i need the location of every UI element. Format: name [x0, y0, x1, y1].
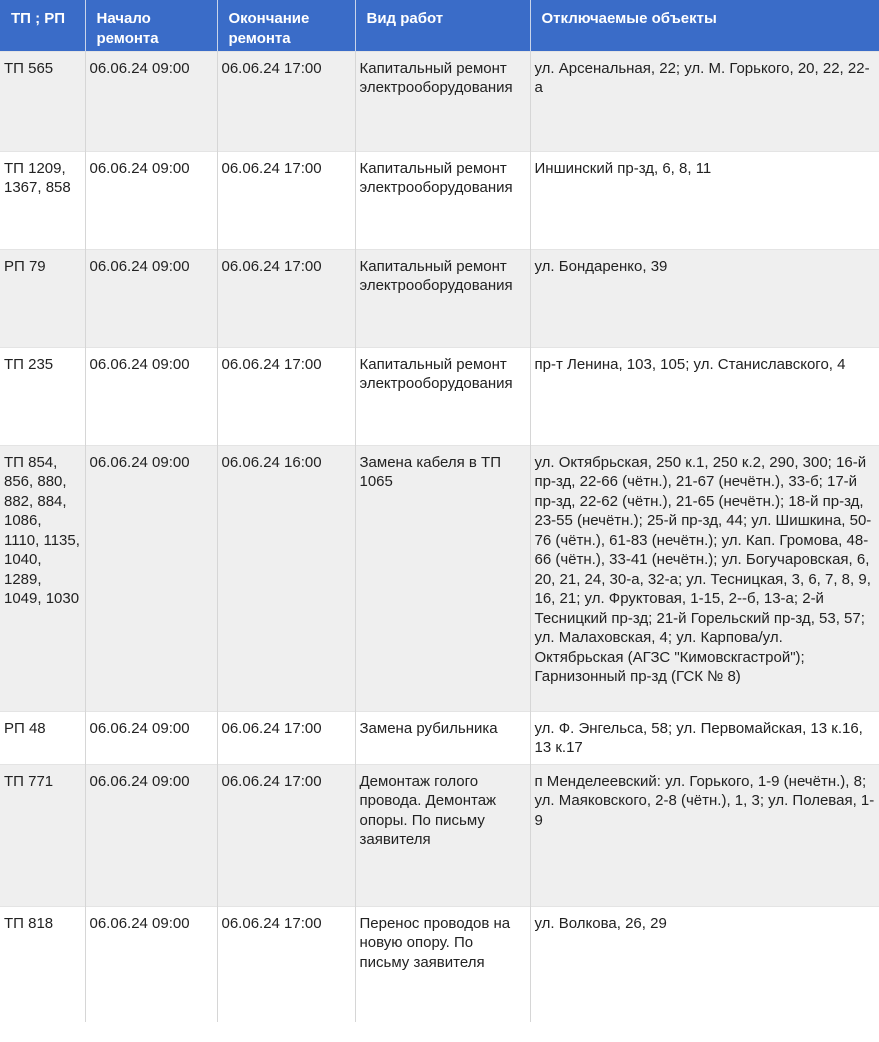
cell-work: Замена рубильника	[355, 711, 530, 764]
cell-work: Капитальный ремонт электрооборудования	[355, 249, 530, 347]
table-row	[0, 51, 879, 151]
table-row	[0, 249, 879, 347]
cell-start: 06.06.24 09:00	[85, 711, 217, 764]
table-row	[0, 445, 879, 711]
cell-tp: ТП 854, 856, 880, 882, 884, 1086, 1110, 1135, 1040, 1289, 1049, 1030	[0, 445, 85, 711]
cell-work: Капитальный ремонт электрооборудования	[355, 151, 530, 249]
cell-start: 06.06.24 09:00	[85, 764, 217, 906]
cell-end: 06.06.24 17:00	[217, 764, 355, 906]
table-header	[0, 0, 879, 51]
table-row	[0, 151, 879, 249]
table-row	[0, 764, 879, 906]
cell-tp: РП 48	[0, 711, 85, 764]
cell-objects: п Менделеевский: ул. Горького, 1-9 (нечётн.), 8; ул. Маяковского, 2-8 (чётн.), 1, 3; ул. Полевая, 1-9	[530, 764, 879, 906]
cell-end: 06.06.24 17:00	[217, 906, 355, 1022]
cell-objects: ул. Октябрьская, 250 к.1, 250 к.2, 290, 300; 16-й пр-зд, 22-66 (чётн.), 21-67 (нечётн.), 33-б; 17-й пр-зд, 22-62 (чётн.), 21-65 (нечётн.); 18-й пр-зд, 23-55 (нечётн.); 25-й пр-зд, 44; ул. Шишкина, 50-76 (чётн.), 61-83 (нечётн.); ул. Кап. Громова, 48-66 (чётн.), 33-41 (нечётн.); ул. Богучаровская, 6, 20, 21, 24, 30-а, 32-а; ул. Тесницкая, 3, 6, 7, 8, 9, 16, 21; ул. Фруктовая, 1-15, 2--б, 13-а; 2-й Тесницкий пр-зд; 21-й Горельский пр-зд, 53, 57; ул. Малаховская, 4; ул. Карпова/ул. Октябрьская (АГЗС "Кимовскгастрой"); Гарнизонный пр-зд (ГСК № 8)	[530, 445, 879, 711]
cell-tp: ТП 771	[0, 764, 85, 906]
cell-end: 06.06.24 17:00	[217, 151, 355, 249]
cell-work: Демонтаж голого провода. Демонтаж опоры. По письму заявителя	[355, 764, 530, 906]
cell-start: 06.06.24 09:00	[85, 249, 217, 347]
cell-objects: ул. Ф. Энгельса, 58; ул. Первомайская, 13 к.16, 13 к.17	[530, 711, 879, 764]
cell-work: Перенос проводов на новую опору. По письму заявителя	[355, 906, 530, 1022]
cell-start: 06.06.24 09:00	[85, 347, 217, 445]
header-tp: ТП ; РП	[0, 0, 85, 51]
cell-objects: ул. Бондаренко, 39	[530, 249, 879, 347]
cell-end: 06.06.24 16:00	[217, 445, 355, 711]
cell-end: 06.06.24 17:00	[217, 347, 355, 445]
cell-start: 06.06.24 09:00	[85, 151, 217, 249]
cell-start: 06.06.24 09:00	[85, 51, 217, 151]
cell-tp: ТП 818	[0, 906, 85, 1022]
header-objects: Отключаемые объекты	[530, 0, 879, 51]
cell-work: Капитальный ремонт электрооборудования	[355, 51, 530, 151]
cell-objects: Иншинский пр-зд, 6, 8, 11	[530, 151, 879, 249]
cell-tp: РП 79	[0, 249, 85, 347]
cell-end: 06.06.24 17:00	[217, 249, 355, 347]
cell-tp: ТП 565	[0, 51, 85, 151]
cell-work: Капитальный ремонт электрооборудования	[355, 347, 530, 445]
header-start: Начало ремонта	[85, 0, 217, 51]
cell-end: 06.06.24 17:00	[217, 711, 355, 764]
cell-start: 06.06.24 09:00	[85, 906, 217, 1022]
cell-start: 06.06.24 09:00	[85, 445, 217, 711]
cell-tp: ТП 1209, 1367, 858	[0, 151, 85, 249]
cell-objects: пр-т Ленина, 103, 105; ул. Станиславского, 4	[530, 347, 879, 445]
table-body	[0, 51, 879, 1022]
header-row	[0, 0, 879, 51]
cell-work: Замена кабеля в ТП 1065	[355, 445, 530, 711]
header-end: Окончание ремонта	[217, 0, 355, 51]
table-row	[0, 347, 879, 445]
cell-objects: ул. Арсенальная, 22; ул. М. Горького, 20, 22, 22-а	[530, 51, 879, 151]
cell-tp: ТП 235	[0, 347, 85, 445]
cell-end: 06.06.24 17:00	[217, 51, 355, 151]
cell-objects: ул. Волкова, 26, 29	[530, 906, 879, 1022]
header-work: Вид работ	[355, 0, 530, 51]
table-row	[0, 711, 879, 764]
table-row	[0, 906, 879, 1022]
